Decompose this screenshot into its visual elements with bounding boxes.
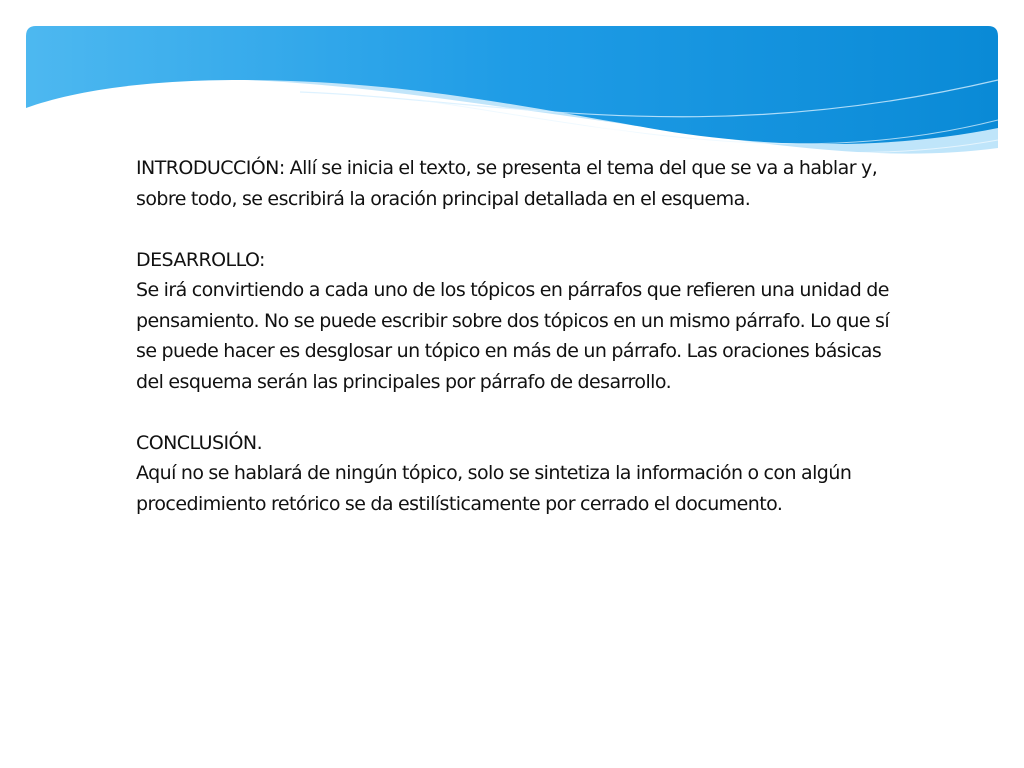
intro-paragraph: INTRODUCCIÓN: Allí se inicia el texto, se presenta el tema del que se va a hablar y, sobre todo, se escribirá la oración principal detallada en el esquema. bbox=[136, 157, 878, 210]
development-paragraph: Se irá convirtiendo a cada uno de los tópicos en párrafos que refieren una unidad de pensamiento. No se puede escribir sobre dos tópicos en un mismo párrafo. Lo que sí se puede hacer es desglosar un tópico en más de un párrafo. Las oraciones básicas del esquema serán las principales por párrafo de desarrollo. bbox=[136, 279, 890, 393]
spacer bbox=[136, 214, 906, 245]
slide-body-text bbox=[136, 153, 906, 519]
wave-main-layer bbox=[26, 26, 998, 144]
conclusion-heading: CONCLUSIÓN. bbox=[136, 431, 263, 454]
spacer bbox=[136, 397, 906, 428]
development-heading: DESARROLLO: bbox=[136, 248, 265, 271]
conclusion-paragraph: Aquí no se hablará de ningún tópico, solo se sintetiza la información o con algún procedimiento retórico se da estilísticamente por cerrado el documento. bbox=[136, 462, 852, 515]
